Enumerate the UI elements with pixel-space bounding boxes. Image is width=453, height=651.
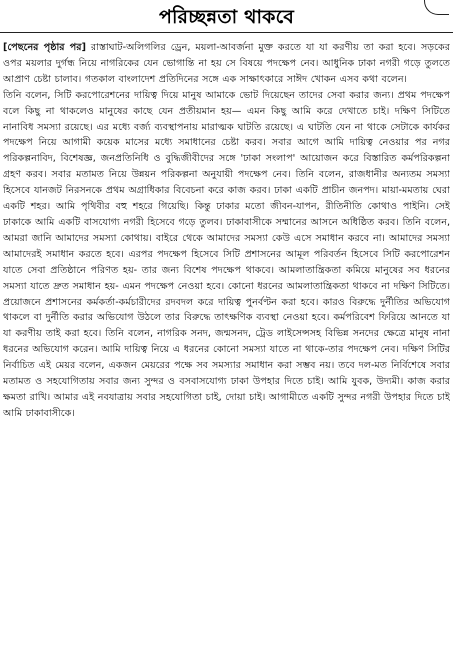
continued-from-label: [পেছনের পৃষ্ঠার পর] <box>3 42 86 53</box>
article-paragraph-2: তিনি বলেন, সিটি করপোরেশনের দায়িত্ব দিয়ে মানুষ আমাকে ভোট দিয়েছেন তাদের সেবা করার জন্য। প্রথম পদক্ষেপ বলে কিছু না থাকলেও মানুষের কাছে যেন প্রতীয়মান হয়— এমন কিছু আমি করে দেখাতে চাই। দক্ষিণ সিটিতে নানাবিধ সমস্যা রয়েছে। এর মধ্যে বর্জ্য ব্যবস্থাপনায় মারাত্মক ঘাটতি রয়েছে। এ ঘাটতি যেন না থাকে সেটাকে কার্যকর পদক্ষেপ নিয়ে আগামী কয়েক মাসের মধ্যে সমাধানের চেষ্টা করব। সবার আগে আমি দায়িত্ব নেওয়ার পর নগর পরিকল্পনাবিদ, বিশেষজ্ঞ, জনপ্রতিনিধি ও বুদ্ধিজীবীদের সঙ্গে 'ঢাকা সংলাপ' আয়োজন করে বিস্তারিত কর্মপরিকল্পনা গ্রহণ করব। সবার মতামত নিয়ে উন্নয়ন পরিকল্পনা অনুযায়ী পদক্ষেপ নেব। তিনি বলেন, রাজধানীর অন্যতম সমস্যা হিসেবে যানজট নিরসনকে প্রথম অগ্রাধিকার বিবেচনা করে কাজ করব। ঢাকা একটি প্রাচীন জনপদ। মায়া-মমতায় ঘেরা একটি শহর। আমি পৃথিবীর বহু শহরে গিয়েছি। কিন্তু ঢাকার মতো জীবন-যাপন, রীতিনীতি কোথাও পাইনি। সেই ঢাকাকে আমি একটি বাসযোগ্য নগরী হিসেবে গড়ে তুলব। ঢাকাবাসীকে সম্মানের আসনে অধিষ্ঠিত করব। তিনি বলেন, আমরা জানি আমাদের সমস্যা কোথায়। বাইরে থেকে আমাদের সমস্যা কেউ এসে সমাধান করবে না। আমাদের সমস্যা আমাদেরই সমাধান করতে হবে। এরপর পদক্ষেপ হিসেবে সিটি প্রশাসনের আমূল পরিবর্তন হিসেবে সিটি করপোরেশন যাতে সেবা প্রতিষ্ঠানে পরিণত হয়- তার জন্য বিশেষ পদক্ষেপ থাকবে। আমলাতান্ত্রিকতা কমিয়ে মানুষের সব ধরনের সমস্যা যাতে দ্রুত সমাধান হয়- এমন পদক্ষেপ নেওয়া হবে। কোনো ধরনের আমলাতান্ত্রিকতা থাকবে না দক্ষিণ সিটিতে। প্রয়োজনে প্রশাসনের কর্মকর্তা-কর্মচারীদের রদবদল করে দায়িত্ব পুনর্বণ্টন করা হবে। কারও বিরুদ্ধে দুর্নীতির অভিযোগ থাকলে বা দুর্নীতি করার অভিযোগ উঠলে তার বিরুদ্ধে তাৎক্ষণিক ব্যবস্থা নেওয়া হবে। কর্মপরিবেশ ফিরিয়ে আনতে যা যা করণীয় তাই করা হবে। তিনি বলেন, নাগরিক সনদ, জন্মসনদ, ট্রেড লাইসেন্সসহ বিভিন্ন সনদের ক্ষেত্রে মানুষ নানা ধরনের অভিযোগ করেন। আমি দায়িত্ব নিয়ে এ ধরনের কোনো সমস্যা যাতে না থাকে-তার পদক্ষেপ নেব। দক্ষিণ সিটির নির্বাচিত এই মেয়র বলেন, একজন মেয়রের পক্ষে সব সমস্যার সমাধান করা সম্ভব নয়। তবে দল-মত নির্বিশেষে সবার মতামত ও সহযোগিতায় সবার জন্য সুন্দর ও বসবাসযোগ্য ঢাকা উপহার দিতে চাই। আমি যুবক, উদ্যমী। কাজ করার ক্ষমতা রাখি। আমার এই নবযাত্রায় সবার সহযোগিতা চাই, দোয়া চাই। আগামীতে একটি সুন্দর নগরী উপহার দিতে চাই আমি ঢাকাবাসীকে। <box>3 89 450 419</box>
headline-area <box>0 0 453 38</box>
paragraph-text: রাস্তাঘাট-অলিগলির ড্রেন, ময়লা-আবর্জনা মুক্ত করতে যা যা করণীয় তা করা হবে। সড়কের ওপর ময়লার দুর্গন্ধ নিয়ে নাগরিকের যেন ভোগান্তি না হয় সে বিষয়ে পদক্ষেপ নেব। আধুনিক ঢাকা নগরী গড়ে তুলতে আপ্রাণ চেষ্টা চালাব। গতকাল বাংলাদেশ প্রতিদিনের সঙ্গে এক সাক্ষাৎকারে সাঈদ খোকন এসব কথা বলেন। <box>3 42 450 85</box>
headline-divider <box>0 32 453 33</box>
article-headline: পরিচ্ছন্নতা থাকবে <box>158 6 295 28</box>
article-paragraph-1 <box>3 40 450 88</box>
article-body <box>3 40 450 648</box>
